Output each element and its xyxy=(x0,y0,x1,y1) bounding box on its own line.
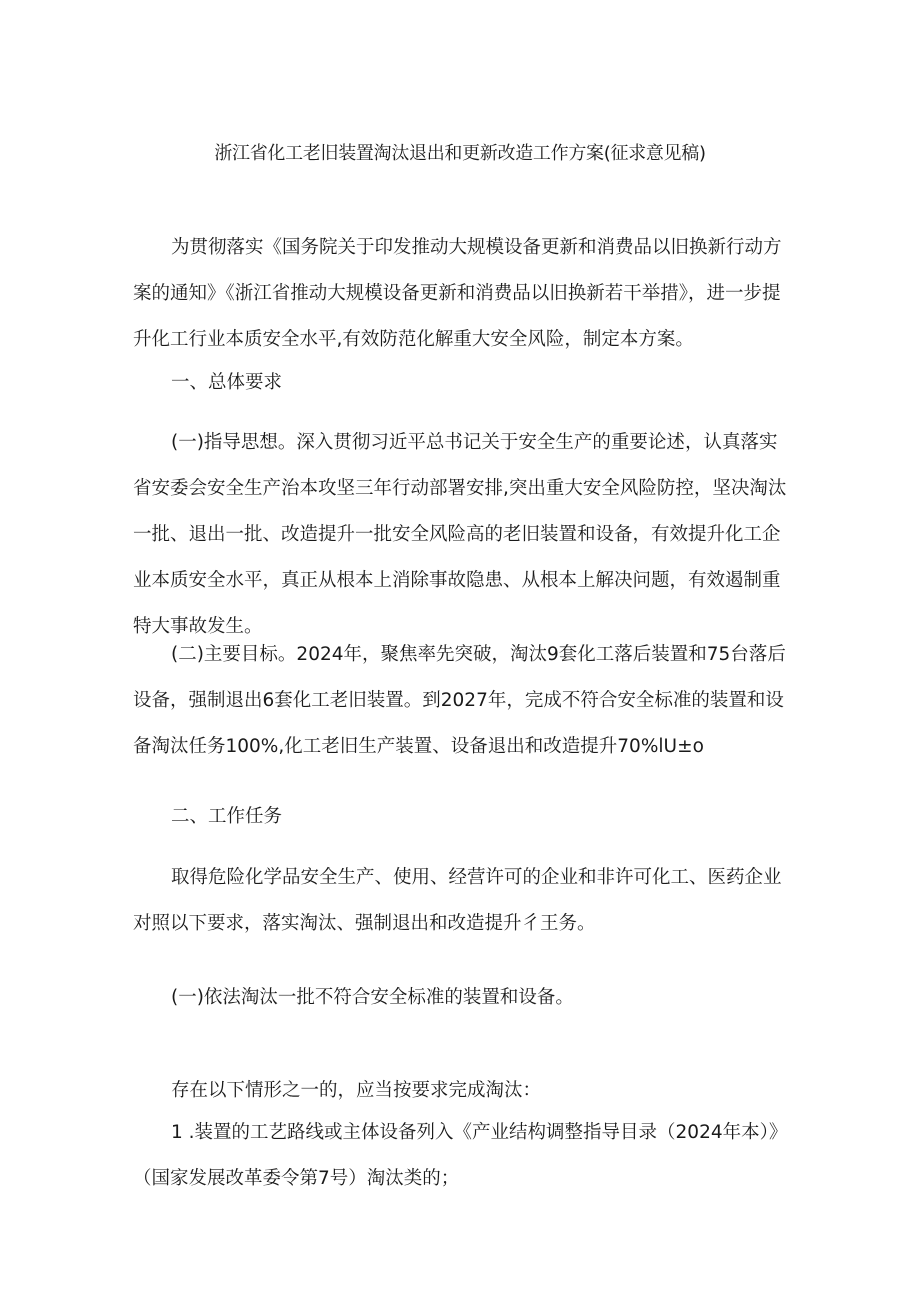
eliminate-intro-paragraph: 存在以下情形之一的，应当按要求完成淘汰： xyxy=(171,1080,542,1101)
work-tasks-intro-paragraph: 取得危险化学品安全生产、使用、经营许可的企业和非许可化工、医药企业对照以下要求，落实淘汰、强制退出和改造提升彳王务。 xyxy=(133,867,782,934)
main-goals-paragraph: (二)主要目标。2024年，聚焦率先突破，淘汰9套化工落后装置和75台落后设备，强制退出6套化工老旧装置。到2027年，完成不符合安全标准的装置和设备淘汰任务100%,化工老旧生产装置、设备退出和改造提升70%lU±o xyxy=(133,644,786,757)
eliminate-point-1: 1 .装置的工艺路线或主体设备列入《产业结构调整指导目录（2024年本）》（国家发展改革委令第7号）淘汰类的； xyxy=(133,1122,788,1189)
section-heading-work-tasks: 二、工作任务 xyxy=(171,806,283,827)
section-heading-general-requirements: 一、总体要求 xyxy=(171,372,283,393)
document-title: 浙江省化工老旧装置淘汰退出和更新改造工作方案(征求意见稿) xyxy=(214,143,706,164)
intro-paragraph: 为贯彻落实《国务院关于印发推动大规模设备更新和消费品以旧换新行动方案的通知》《浙江省推动大规模设备更新和消费品以旧换新若干举措》，进一步提升化工行业本质安全水平,有效防范化解重大安全风险，制定本方案。 xyxy=(133,237,782,350)
guiding-thought-paragraph: (一)指导思想。深入贯彻习近平总书记关于安全生产的重要论述，认真落实省安委会安全生产治本攻坚三年行动部署安排,突出重大安全风险防控，坚决淘汰一批、退出一批、改造提升一批安全风险高的老旧装置和设备，有效提升化工企业本质安全水平，真正从根本上消除事故隐患、从根本上解决问题，有效遏制重特大事故发生。 xyxy=(133,432,787,637)
eliminate-subheading: (一)依法淘汰一批不符合安全标准的装置和设备。 xyxy=(171,987,574,1008)
